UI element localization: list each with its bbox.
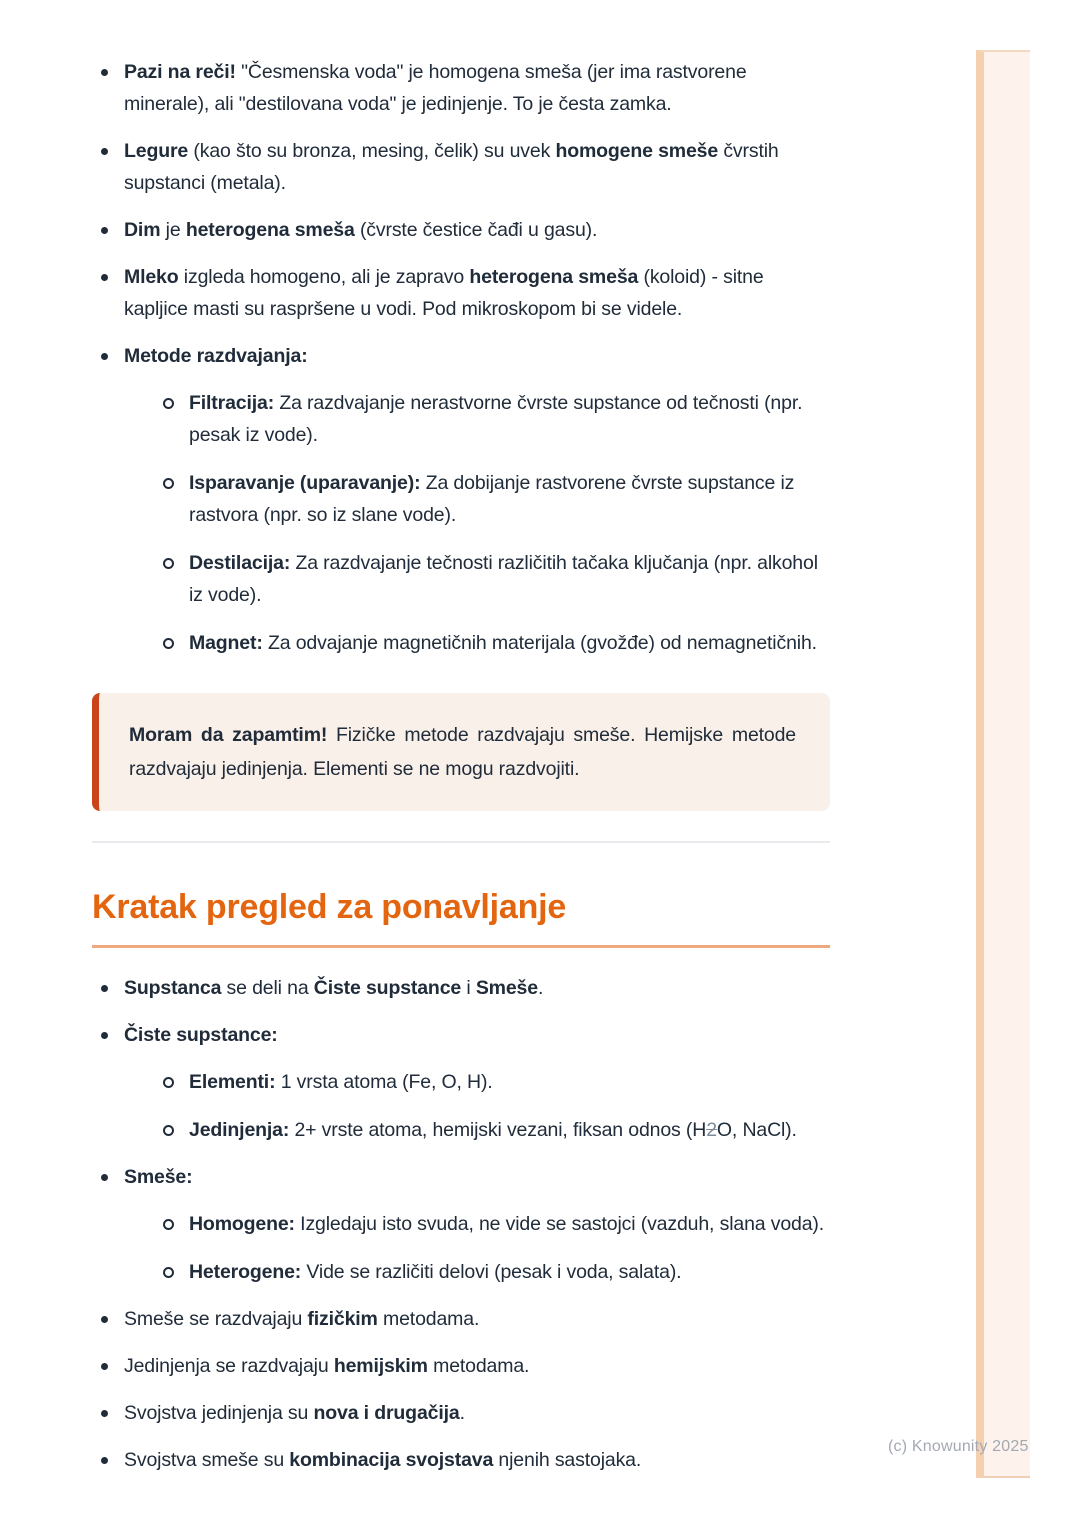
list-item-text [189, 467, 830, 531]
list-item-text [124, 1303, 830, 1335]
text-segment: 2 [706, 1119, 717, 1141]
text-segment: se deli na [221, 977, 314, 999]
bullet-item [92, 135, 830, 199]
text-segment: heterogena smeša [185, 219, 355, 241]
text-segment: Za dobijanje rastvorene čvrste supstance iz rastvora (npr. so iz slane vode). [189, 472, 795, 526]
list-item-text [124, 1444, 830, 1476]
text-segment: Pazi na reči! [124, 61, 236, 83]
text-segment: i [461, 977, 476, 999]
list-item-text [189, 1066, 830, 1098]
note-content [92, 56, 830, 1491]
copyright-watermark: (c) Knowunity 2025 [888, 1438, 1029, 1455]
text-segment: homogene smeše [555, 140, 719, 162]
text-segment: Filtracija: [189, 392, 275, 414]
notes-bullet-list [92, 56, 830, 659]
text-segment: Fizičke metode razdvajaju smeše. Hemijske metode razdvajaju jedinjenja. Elementi se ne mogu razdvojiti. [129, 724, 796, 780]
bullet-item [92, 1350, 830, 1382]
bullet-item [92, 972, 830, 1004]
section-divider [92, 841, 830, 843]
text-segment: Elementi: [189, 1071, 276, 1093]
text-segment: Za razdvajanje tečnosti različitih tačaka ključanja (npr. alkohol iz vode). [189, 552, 818, 606]
list-item-text [189, 1256, 830, 1288]
bullet-item [92, 1161, 830, 1288]
sub-bullet-item [156, 1208, 830, 1240]
bullet-item [92, 261, 830, 325]
bullet-item [92, 1019, 830, 1146]
sub-bullet-item [156, 1256, 830, 1288]
list-item-text [189, 1114, 830, 1146]
text-segment: (čvrste čestice čađi u gasu). [354, 219, 598, 241]
text-segment: Svojstva jedinjenja su [124, 1402, 314, 1424]
sub-list [156, 1208, 830, 1288]
list-item-text [124, 1350, 830, 1382]
sub-bullet-item [156, 467, 830, 531]
list-item-text [124, 1161, 830, 1193]
text-segment: Smeše: [124, 1166, 193, 1188]
text-segment: Za razdvajanje nerastvorne čvrste supstance od tečnosti (npr. pesak iz vode). [189, 392, 803, 446]
text-segment: "Česmenska voda" je homogena smeša (jer ima rastvorene minerale), ali "destilovana voda" je jedinjenje. To je česta zamka. [124, 61, 747, 115]
callout-text [129, 718, 796, 786]
sub-bullet-item [156, 387, 830, 451]
text-segment: 2+ vrste atoma, hemijski vezani, fiksan odnos (H [289, 1119, 707, 1141]
text-segment: kombinacija svojstava [289, 1449, 494, 1471]
bullet-item [92, 214, 830, 246]
text-segment: Homogene: [189, 1213, 295, 1235]
text-segment: (koloid) - sitne kapljice masti su raspršene u vodi. Pod mikroskopom bi se videle. [124, 266, 764, 320]
text-segment: Destilacija: [189, 552, 291, 574]
text-segment: Svojstva smeše su [124, 1449, 290, 1471]
text-segment: Smeše [475, 977, 538, 999]
text-segment: Za odvajanje magnetičnih materijala (gvožđe) od nemagnetičnih. [262, 632, 817, 654]
bullet-item [92, 340, 830, 659]
bullet-item [92, 1397, 830, 1429]
list-item-text [124, 56, 830, 120]
list-item-text [124, 972, 830, 1004]
list-item-text [189, 1208, 830, 1240]
text-segment: Isparavanje (uparavanje): [189, 472, 421, 494]
text-segment: nova i drugačija [313, 1402, 460, 1424]
list-item-text [189, 547, 830, 611]
text-segment: O, NaCl). [716, 1119, 797, 1141]
text-segment: Magnet: [189, 632, 263, 654]
text-segment: Vide se različiti delovi (pesak i voda, salata). [301, 1261, 682, 1283]
text-segment: Čiste supstance: [124, 1024, 278, 1046]
text-segment: Čiste supstance [313, 977, 462, 999]
review-bullet-list [92, 972, 830, 1476]
list-item-text [124, 214, 830, 246]
bullet-item [92, 1303, 830, 1335]
sub-bullet-item [156, 627, 830, 659]
text-segment: metodama. [377, 1308, 480, 1330]
list-item-text [189, 387, 830, 451]
list-item-text [124, 1397, 830, 1429]
callout-note [92, 693, 830, 811]
bullet-item [92, 56, 830, 120]
list-item-text [124, 1019, 830, 1051]
text-segment: Legure [124, 140, 189, 162]
text-segment: Dim [124, 219, 161, 241]
text-segment: (kao što su bronza, mesing, čelik) su uvek [188, 140, 556, 162]
text-segment: Heterogene: [189, 1261, 302, 1283]
text-segment: je [160, 219, 186, 241]
sub-list [156, 387, 830, 659]
list-item-text [124, 261, 830, 325]
text-segment: 1 vrsta atoma (Fe, O, H). [275, 1071, 493, 1093]
sub-bullet-item [156, 1066, 830, 1098]
sub-bullet-item [156, 1114, 830, 1146]
text-segment: metodama. [427, 1355, 530, 1377]
text-segment: Metode razdvajanja: [124, 345, 308, 367]
bullet-item [92, 1444, 830, 1476]
text-segment: Jedinjenja: [189, 1119, 290, 1141]
text-segment: . [537, 977, 544, 999]
text-segment: . [459, 1402, 465, 1424]
sub-bullet-item [156, 547, 830, 611]
text-segment: Supstanca [124, 977, 222, 999]
text-segment: izgleda homogeno, ali je zapravo [178, 266, 470, 288]
text-segment: Smeše se razdvajaju [124, 1308, 308, 1330]
list-item-text [189, 627, 830, 659]
text-segment: Moram da zapamtim! [129, 724, 328, 746]
list-item-text [124, 340, 830, 372]
text-segment: čvrstih supstanci (metala). [124, 140, 779, 194]
page-edge-decoration-bar [976, 50, 1030, 1478]
text-segment: hemijskim [333, 1355, 428, 1377]
text-segment: heterogena smeša [469, 266, 639, 288]
text-segment: fizičkim [307, 1308, 378, 1330]
text-segment: Mleko [124, 266, 179, 288]
list-item-text [124, 135, 830, 199]
text-segment: njenih sastojaka. [493, 1449, 642, 1471]
sub-list [156, 1066, 830, 1146]
text-segment: Jedinjenja se razdvajaju [124, 1355, 334, 1377]
section-title: Kratak pregled za ponavljanje [92, 887, 830, 948]
text-segment: Izgledaju isto svuda, ne vide se sastojci (vazduh, slana voda). [294, 1213, 825, 1235]
